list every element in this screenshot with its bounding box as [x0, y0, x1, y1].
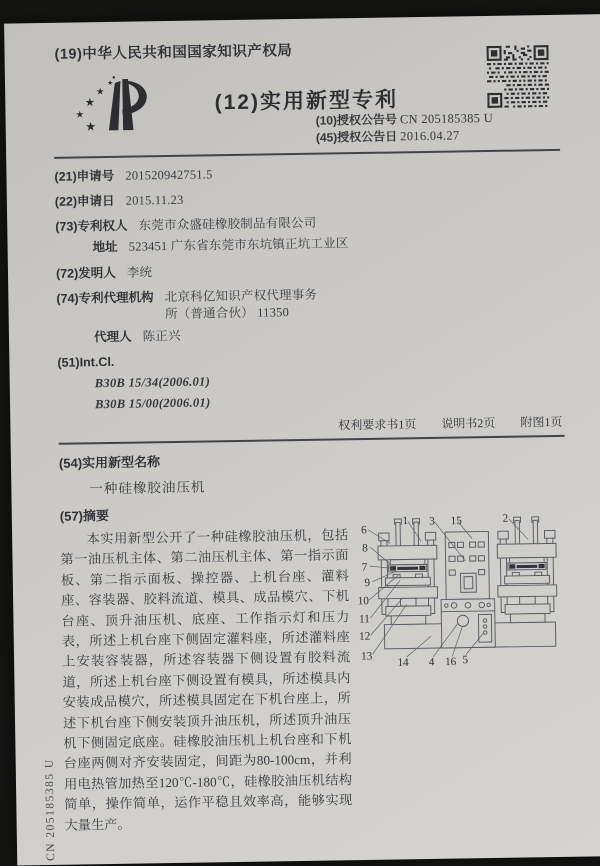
- application-number-label: (21)申请号: [54, 168, 115, 184]
- page-content: [52, 35, 570, 836]
- publication-number-value: CN 205185385 U: [399, 110, 494, 127]
- document-type-title: (12)实用新型专利: [214, 88, 399, 115]
- svg-text:★: ★: [95, 87, 105, 98]
- application-date-value: 2015.11.23: [125, 192, 184, 208]
- ref-label: 6: [360, 524, 367, 537]
- ref-label: 9: [364, 577, 371, 590]
- claims-pages: 权利要求书1页: [338, 417, 417, 433]
- svg-text:★: ★: [84, 97, 96, 110]
- drawings-pages: 附图1页: [520, 414, 563, 430]
- abstract-column: [60, 501, 353, 836]
- patentee-value: 东莞市众盛硅橡胶制品有限公司: [138, 215, 317, 233]
- qr-finder-top-left: [488, 47, 501, 60]
- agency-value: 北京科亿知识产权代理事务所（普通合伙） 11350: [164, 287, 318, 322]
- ref-label: 3: [429, 515, 435, 528]
- patent-drawing: [350, 500, 569, 683]
- publication-number-label: (10)授权公告号: [315, 112, 398, 128]
- int-cl-class-1: B30B 15/34(2006.01): [94, 374, 211, 391]
- abstract-and-figure: [60, 498, 571, 836]
- ref-label: 8: [362, 542, 368, 555]
- ref-label: 16: [444, 656, 457, 669]
- document-header: [52, 35, 560, 159]
- pages-summary: [58, 414, 564, 438]
- ref-label: 11: [358, 613, 370, 626]
- agency-row: [56, 283, 563, 346]
- address-label: 地址: [92, 239, 118, 255]
- patent-document-page: [4, 14, 600, 865]
- patentee-label: (73)专利权人: [55, 218, 128, 234]
- agency-label: (74)专利代理机构: [56, 290, 154, 306]
- header-divider: [54, 149, 560, 159]
- issuing-office: (19)中华人民共和国国家知识产权局: [54, 43, 293, 63]
- ref-label: 2: [502, 512, 509, 525]
- inventor-row: [56, 258, 562, 282]
- inventor-value: 李统: [126, 265, 153, 280]
- abstract-label: (57)摘要: [59, 508, 110, 524]
- agent-label: 代理人: [93, 329, 132, 345]
- invention-title: 一种硅橡胶油压机: [89, 479, 206, 497]
- address-value: 523451 广东省东莞市东坑镇正坑工业区: [128, 236, 349, 254]
- description-pages: 说明书2页: [441, 415, 496, 431]
- ref-label: 7: [361, 561, 368, 574]
- int-cl-class-2: B30B 15/00(2006.01): [94, 395, 211, 412]
- publication-info: [316, 109, 561, 147]
- ref-label: 15: [450, 515, 462, 528]
- edge-document-code: CN 205185385 U: [43, 758, 58, 862]
- address-line: [92, 232, 561, 256]
- ref-label: 14: [397, 656, 409, 669]
- abstract-text: 本实用新型公开了一种硅橡胶油压机，包括第一油压机主体、第二油压机主体、第一指示面板、第二指示面板、操控器、上机台座、灌料座、容装器、胶料流道、模具、成品模穴、下机台座、顶升油压机、底座、工作指示灯和压力表，所述上机台座下侧固定灌料座，所述灌料座上安装容装器，所述容装器下侧设置有胶料流道，所述上机台座下侧设置有模具，所述模具内安装成品模穴，所述模具固定在下机台座上，所述下机台座下侧安装顶升油压机，所述顶升油压机下侧固定底座。硅橡胶油压机上机台座和下机台座两侧对齐安装固定，间距为80-100cm，并利用电热管加热至120℃-180℃，硅橡胶油压机结构简单，操作简单，运作平稳且效率高，能够实现大量生产。: [60, 527, 353, 833]
- agent-value: 陈正兴: [142, 328, 181, 344]
- publication-date-line: [316, 126, 560, 147]
- int-cl-label: (51)Int.Cl.: [57, 354, 115, 370]
- ref-label: 12: [358, 630, 371, 643]
- control-panel: [440, 531, 495, 648]
- ref-label: 10: [357, 595, 369, 608]
- svg-text:★: ★: [107, 79, 114, 88]
- patentee-row: [55, 211, 562, 257]
- ref-label: 5: [462, 654, 469, 667]
- ref-label: 13: [361, 650, 373, 663]
- svg-text:★: ★: [75, 110, 85, 121]
- right-press-machine: [497, 517, 557, 623]
- application-date-label: (22)申请日: [54, 193, 115, 209]
- publication-date-label: (45)授权公告日: [315, 129, 398, 145]
- left-press-machine: [378, 518, 438, 624]
- application-number-value: 201520942751.5: [125, 167, 213, 183]
- int-cl-row: [57, 347, 564, 413]
- agent-line: [94, 322, 563, 345]
- bibliographic-section: [54, 161, 564, 445]
- ref-label: 4: [428, 656, 435, 669]
- ref-label: 1: [402, 515, 409, 528]
- publication-date-value: 2016.04.27: [400, 128, 460, 144]
- inventor-label: (72)发明人: [55, 265, 116, 281]
- application-number-row: [54, 161, 560, 185]
- title-section-label: (54)实用新型名称: [58, 454, 161, 471]
- qr-code: [486, 45, 549, 108]
- svg-text:★: ★: [85, 119, 97, 134]
- title-section: [59, 445, 566, 498]
- application-date-row: [55, 186, 561, 210]
